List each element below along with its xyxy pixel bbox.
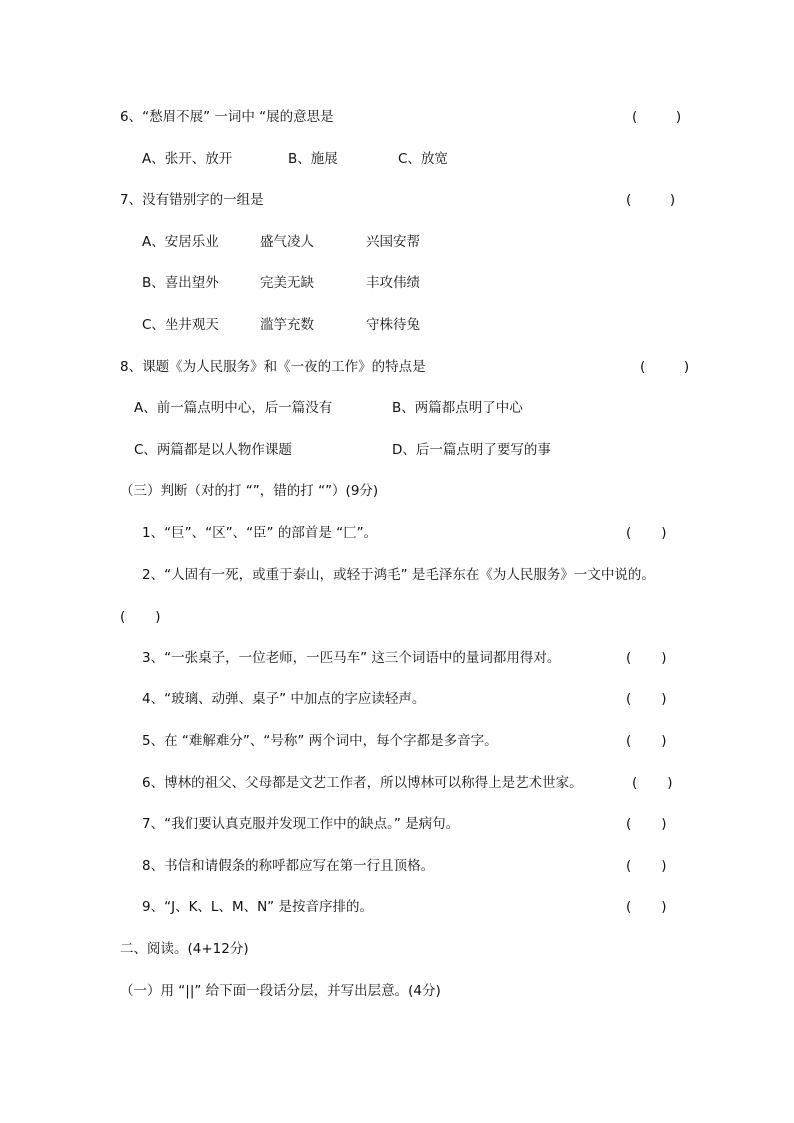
tf-item-7-paren[interactable]: ( ) xyxy=(626,816,667,832)
tf-item-1: 1、“巨”、“区”、“臣” 的部首是 “匚”。 xyxy=(142,525,378,541)
q8-option-b: B、两篇都点明了中心 xyxy=(392,400,523,416)
tf-item-2-paren[interactable]: ( ) xyxy=(120,609,161,625)
q8-answer-paren[interactable]: ( ) xyxy=(640,359,690,375)
part2-sub1: （一）用 “||” 给下面一段话分层，并写出层意。(4分) xyxy=(120,983,441,999)
q8-option-c: C、两篇都是以人物作课题 xyxy=(134,442,292,458)
q6-answer-paren[interactable]: ( ) xyxy=(632,109,682,125)
q6-option-a: A、张开、放开 xyxy=(142,151,233,167)
tf-item-4: 4、“玻璃、动弹、桌子” 中加点的字应读轻声。 xyxy=(142,691,426,707)
tf-item-4-paren[interactable]: ( ) xyxy=(626,691,667,707)
q7-row-b-1: B、喜出望外 xyxy=(142,275,219,291)
q6-option-b: B、施展 xyxy=(288,151,338,167)
q7-row-c-2: 滥竽充数 xyxy=(260,317,314,333)
q7-row-b-2: 完美无缺 xyxy=(260,275,314,291)
q7-row-c-1: C、坐井观天 xyxy=(142,317,219,333)
tf-item-6-paren[interactable]: ( ) xyxy=(632,775,673,791)
section3-title: （三）判断（对的打 “”，错的打 “”）(9分) xyxy=(120,483,379,499)
tf-item-6: 6、博林的祖父、父母都是文艺工作者，所以博林可以称得上是艺术世家。 xyxy=(142,775,583,791)
q6-stem: 6、“愁眉不展” 一词中 “展的意思是 xyxy=(120,109,334,125)
tf-item-1-paren[interactable]: ( ) xyxy=(626,525,667,541)
q7-row-b-3: 丰攻伟绩 xyxy=(366,275,420,291)
tf-item-8: 8、书信和请假条的称呼都应写在第一行且顶格。 xyxy=(142,858,435,874)
q7-answer-paren[interactable]: ( ) xyxy=(626,192,676,208)
q7-row-a-3: 兴国安帮 xyxy=(366,234,420,250)
tf-item-5-paren[interactable]: ( ) xyxy=(626,733,667,749)
tf-item-2: 2、“人固有一死，或重于泰山，或轻于鸿毛” 是毛泽东在《为人民服务》一文中说的。 xyxy=(142,567,655,583)
q7-row-c-3: 守株待兔 xyxy=(366,317,420,333)
tf-item-7: 7、“我们要认真克服并发现工作中的缺点。” 是病句。 xyxy=(142,816,460,832)
part2-title: 二、阅读。(4+12分) xyxy=(120,941,249,957)
q7-stem: 7、没有错别字的一组是 xyxy=(120,192,264,208)
tf-item-3: 3、“一张桌子，一位老师，一匹马车” 这三个词语中的量词都用得对。 xyxy=(142,650,561,666)
q8-option-a: A、前一篇点明中心，后一篇没有 xyxy=(134,400,333,416)
q8-option-d: D、后一篇点明了要写的事 xyxy=(392,442,551,458)
q7-row-a-1: A、安居乐业 xyxy=(142,234,219,250)
tf-item-8-paren[interactable]: ( ) xyxy=(626,858,667,874)
q8-stem: 8、课题《为人民服务》和《一夜的工作》的特点是 xyxy=(120,359,426,375)
tf-item-9: 9、“J、K、L、M、N” 是按音序排的。 xyxy=(142,899,373,915)
tf-item-9-paren[interactable]: ( ) xyxy=(626,899,667,915)
q6-option-c: C、放宽 xyxy=(398,151,448,167)
q7-row-a-2: 盛气凌人 xyxy=(260,234,314,250)
tf-item-3-paren[interactable]: ( ) xyxy=(626,650,667,666)
tf-item-5: 5、在 “难解难分”、“号称” 两个词中，每个字都是多音字。 xyxy=(142,733,498,749)
